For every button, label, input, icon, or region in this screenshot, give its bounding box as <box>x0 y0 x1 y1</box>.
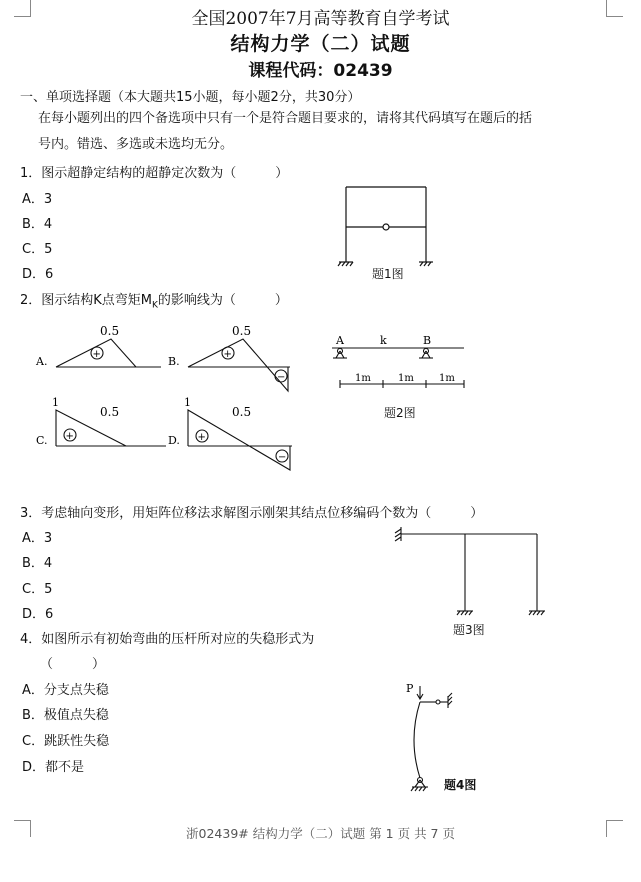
beam-span-3-label: 1m <box>439 373 455 384</box>
option-d-minus-sign: − <box>278 452 287 463</box>
option-d-plus-sign: + <box>197 432 206 443</box>
question-2-figure-caption: 题2图 <box>384 406 416 420</box>
question-2-stem-end: 的影响线为（ ） <box>157 293 288 308</box>
question-3-option-c: C．5 <box>22 582 53 597</box>
question-2-option-d-graph <box>168 396 308 476</box>
load-p-label: P <box>406 682 414 695</box>
option-b-plus-sign: + <box>223 349 232 360</box>
question-4-blank: （ ） <box>40 657 106 672</box>
question-3-option-a: A．3 <box>22 531 53 546</box>
option-c-plus-sign: + <box>65 431 74 442</box>
question-2-beam-diagram <box>322 336 472 396</box>
option-c-letter: C. <box>36 434 48 447</box>
beam-span-1-label: 1m <box>355 373 371 384</box>
question-4-stem: 4．如图所示有初始弯曲的压杆所对应的失稳形式为 <box>20 632 315 647</box>
exam-title-line: 全国2007年7月高等教育自学考试 <box>191 9 450 29</box>
section-heading: 一、单项选择题（本大题共15小题，每小题2分，共30分） <box>20 90 361 105</box>
option-d-value-label: 0.5 <box>232 405 252 419</box>
question-2-stem <box>20 289 288 311</box>
option-a-letter: A. <box>36 355 48 368</box>
question-1-option-c: C．5 <box>22 242 53 257</box>
question-3-option-b: B．4 <box>22 556 53 571</box>
question-2-option-c-graph <box>36 396 176 456</box>
question-3-figure-caption: 题3图 <box>453 623 485 637</box>
option-d-letter: D. <box>168 434 180 447</box>
question-2-stem-start: 2．图示结构K点弯矩M <box>20 293 153 308</box>
question-4-option-d: D．都不是 <box>22 760 85 775</box>
instructions-line-2: 号内。错选、多选或未选均无分。 <box>38 137 234 152</box>
subject-title: 结构力学（二）试题 <box>230 33 411 55</box>
question-3-frame-diagram <box>395 527 545 617</box>
question-4-figure-caption: 题4图 <box>444 778 477 792</box>
instructions-line-1: 在每小题列出的四个备选项中只有一个是符合题目要求的，请将其代码填写在题后的括 <box>38 111 533 126</box>
question-2-stem-subscript: K <box>152 300 158 311</box>
option-a-value-label: 0.5 <box>100 324 120 338</box>
question-3-stem: 3．考虑轴向变形，用矩阵位移法求解图示刚架其结点位移编码个数为（ ） <box>20 506 484 521</box>
beam-point-k-label: k <box>380 334 387 347</box>
option-a-plus-sign: + <box>92 349 101 360</box>
question-1-option-a: A．3 <box>22 192 53 207</box>
question-1-stem: 1．图示超静定结构的超静定次数为（ ） <box>20 166 289 181</box>
question-3-option-d: D．6 <box>22 607 54 622</box>
course-code: 课程代码：02439 <box>248 61 393 81</box>
question-1-figure-caption: 题1图 <box>372 267 404 281</box>
option-d-end-label: 1 <box>184 396 191 409</box>
question-1-option-d: D．6 <box>22 267 54 282</box>
question-2-option-a-graph <box>36 325 166 375</box>
option-b-minus-sign: − <box>277 372 286 383</box>
question-2-option-b-graph <box>168 325 298 395</box>
question-4-option-a: A．分支点失稳 <box>22 683 109 698</box>
question-4-option-b: B．极值点失稳 <box>22 708 109 723</box>
beam-support-a-label: A <box>336 334 344 347</box>
option-c-value-label: 0.5 <box>100 405 120 419</box>
question-1-frame-diagram <box>338 182 438 272</box>
option-b-letter: B. <box>168 355 180 368</box>
beam-support-b-label: B <box>423 334 432 347</box>
page-footer: 浙02439# 结构力学（二）试题 第 1 页 共 7 页 <box>186 826 455 841</box>
question-4-column-diagram <box>402 680 462 790</box>
option-b-value-label: 0.5 <box>232 324 252 338</box>
beam-span-2-label: 1m <box>398 373 414 384</box>
option-c-end-label: 1 <box>52 396 59 409</box>
question-4-option-c: C．跳跃性失稳 <box>22 734 110 749</box>
question-1-option-b: B．4 <box>22 217 53 232</box>
